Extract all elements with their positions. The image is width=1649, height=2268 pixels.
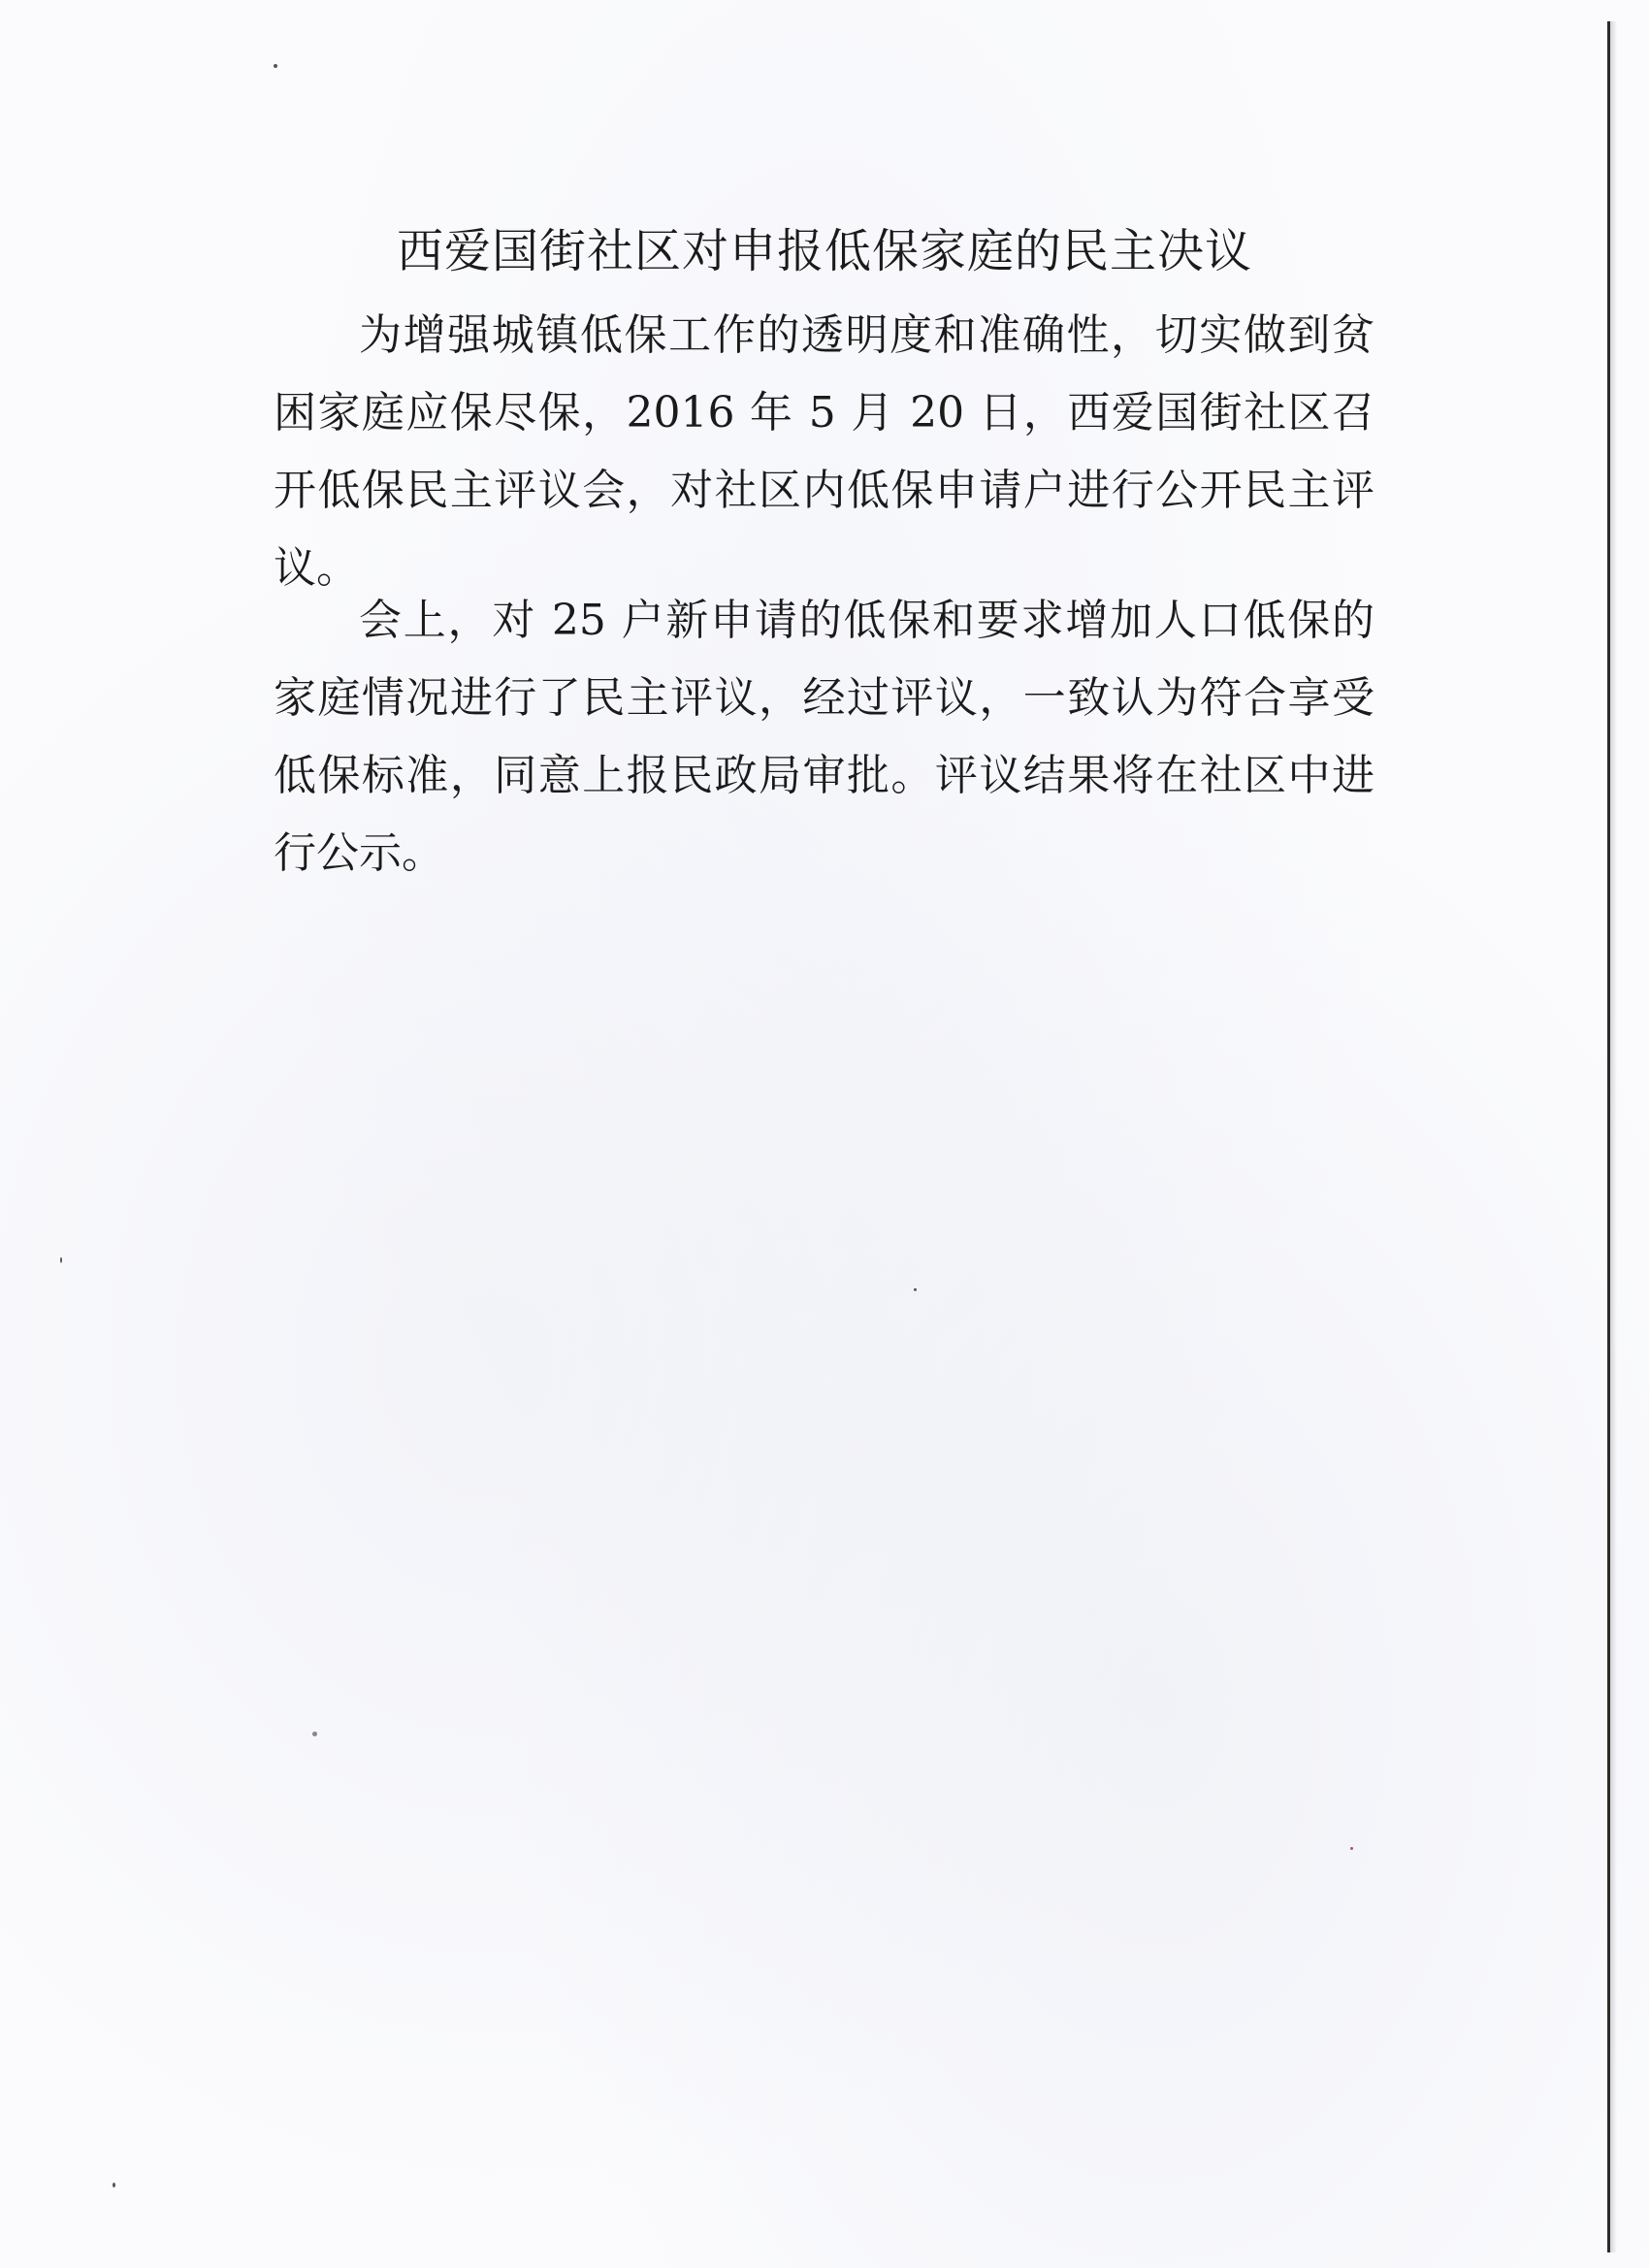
document-title: 西爱国街社区对申报低保家庭的民主决议 <box>396 224 1252 278</box>
page-edge <box>1607 21 1610 2252</box>
scan-speck <box>312 1732 317 1736</box>
scan-speck <box>1350 1847 1353 1850</box>
scan-speck <box>274 64 277 68</box>
scan-speck <box>113 2183 115 2187</box>
scan-speck <box>60 1257 62 1263</box>
paragraph-2: 会上，对 25 户新申请的低保和要求增加人口低保的家庭情况进行了民主评议，经过评议，一致认为符合享受低保标准，同意上报民政局审批。评议结果将在社区中进行公示。 <box>274 596 1374 878</box>
paragraph-1: 为增强城镇低保工作的透明度和准确性，切实做到贫困家庭应保尽保，2016 年 5 月 20 日，西爱国街社区召开低保民主评议会，对社区内低保申请户进行公开民主评议。 <box>274 310 1374 593</box>
scan-speck <box>914 1288 917 1291</box>
page-edge-shadow <box>1610 21 1617 2252</box>
